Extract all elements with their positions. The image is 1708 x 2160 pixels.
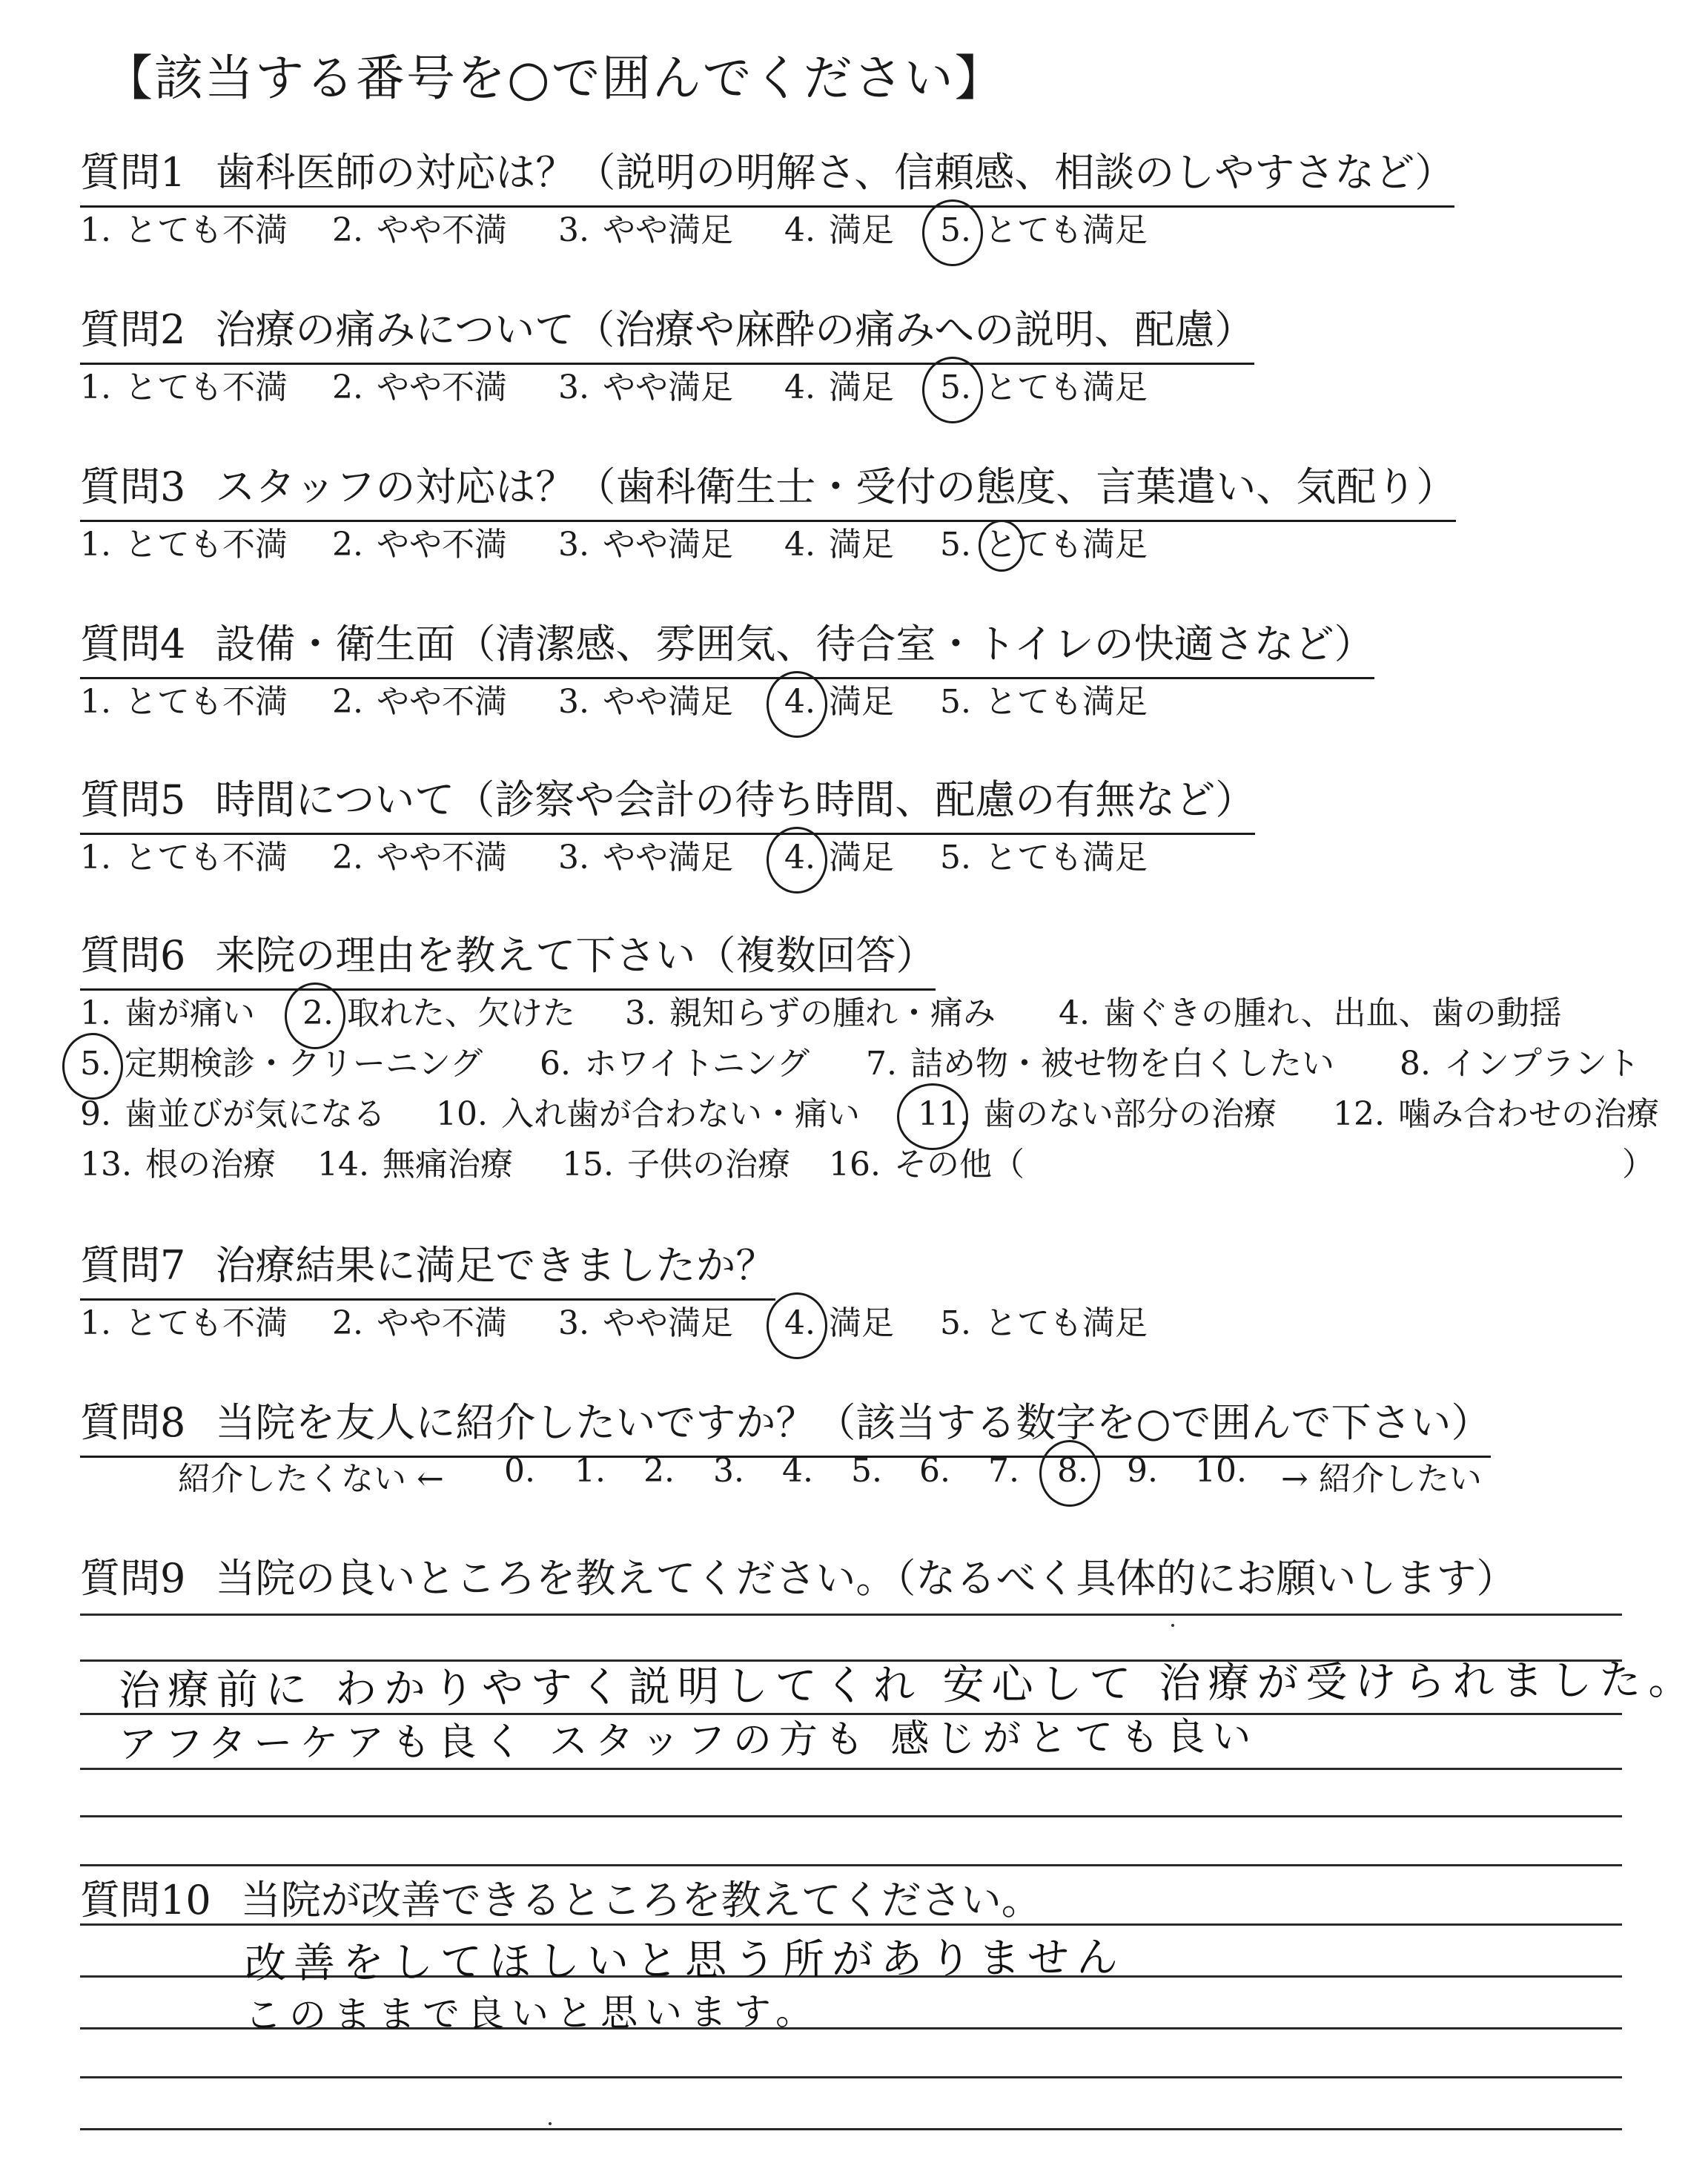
q9-handwritten-answer-line-2: アフターケアも良く スタッフの方も 感じがとても良い <box>118 1714 1259 1767</box>
question-9-number: 質問9 <box>80 1555 186 1602</box>
question-8-title <box>80 1391 1491 1458</box>
q10-handwritten-answer-line-1: 改善をしてほしいと思う所がありません <box>244 1933 1126 1988</box>
q8-scale-5[interactable]: 5. <box>851 1452 882 1490</box>
q8-scale-4[interactable]: 4. <box>782 1452 813 1490</box>
q5-option-5[interactable]: 5. とても満足 <box>940 839 1148 876</box>
q2-option-1[interactable]: 1. とても不満 <box>80 369 288 406</box>
q8-scale-6[interactable]: 6. <box>919 1452 950 1490</box>
q6-option-10[interactable]: 10. 入れ歯が合わない・痛い <box>436 1095 860 1133</box>
answer-line <box>80 1768 1622 1770</box>
q8-right-label: → 紹介したい <box>1281 1460 1482 1498</box>
q3-option-3[interactable]: 3. やや満足 <box>558 526 733 564</box>
q6-option-4[interactable]: 4. 歯ぐきの腫れ、出血、歯の動揺 <box>1059 994 1562 1032</box>
q8-scale-1[interactable]: 1. <box>575 1452 606 1490</box>
question-9-title <box>80 1547 1516 1611</box>
q3-option-5[interactable]: 5. とても満足 <box>940 518 1148 565</box>
q6-option-16[interactable]: 16. その他（ <box>829 1146 1025 1183</box>
q4-option-1[interactable]: 1. とても不満 <box>80 683 288 721</box>
question-5-title <box>80 768 1255 835</box>
q4-option-4[interactable]: 4. 満足 <box>784 675 894 722</box>
page-header: 【該当する番号を○で囲んでください】 <box>104 50 1005 107</box>
question-2-text: 治療の痛みについて（治療や麻酔の痛みへの説明、配慮） <box>215 306 1255 353</box>
q5-option-1[interactable]: 1. とても不満 <box>80 839 288 876</box>
question-3-text: スタッフの対応は？（歯科衛生士・受付の態度、言葉遣い、気配り） <box>215 463 1457 510</box>
q6-option-1[interactable]: 1. 歯が痛い <box>80 994 255 1032</box>
q3-option-2[interactable]: 2. やや不満 <box>332 526 507 564</box>
selection-circle <box>767 1292 827 1359</box>
paper-speck <box>549 2122 552 2125</box>
q6-option-6[interactable]: 6. ホワイトニング <box>540 1045 810 1083</box>
answer-line <box>80 1815 1622 1817</box>
q8-scale-8[interactable]: 8. <box>1057 1452 1088 1490</box>
answer-line <box>80 2076 1622 2078</box>
q6-option-2[interactable]: 2. 取れた、欠けた <box>302 986 575 1034</box>
q2-option-2[interactable]: 2. やや不満 <box>332 369 507 406</box>
answer-line <box>80 1864 1622 1866</box>
answer-line <box>80 1614 1622 1616</box>
question-1-number: 質問1 <box>80 149 186 196</box>
selection-circle <box>922 199 983 266</box>
selection-circle <box>767 827 827 894</box>
q7-option-3[interactable]: 3. やや満足 <box>558 1304 733 1342</box>
question-6-number: 質問6 <box>80 932 186 979</box>
paper-speck <box>1171 1624 1174 1627</box>
q8-scale-7[interactable]: 7. <box>988 1452 1019 1490</box>
question-5-number: 質問5 <box>80 776 186 823</box>
question-7-text: 治療結果に満足できましたか？ <box>215 1242 776 1289</box>
question-9-text: 当院の良いところを教えてください。（なるべく具体的にお願いします） <box>215 1555 1517 1602</box>
question-4-number: 質問4 <box>80 621 186 667</box>
question-10-text: 当院が改善できるところを教えてください。 <box>240 1877 1042 1923</box>
question-4-title <box>80 612 1374 679</box>
question-3-number: 質問3 <box>80 463 186 510</box>
q9-handwritten-answer-line-1: 治療前に わかりやすく説明してくれ 安心して 治療が受けられました。 <box>118 1656 1698 1715</box>
q6-option-15[interactable]: 15. 子供の治療 <box>562 1146 790 1183</box>
q6-option-11[interactable]: 11. 歯のない部分の治療 <box>918 1087 1277 1135</box>
q1-option-5[interactable]: 5. とても満足 <box>940 203 1148 251</box>
q6-option-3[interactable]: 3. 親知らずの腫れ・痛み <box>625 994 996 1032</box>
q1-option-2[interactable]: 2. やや不満 <box>332 211 507 249</box>
q7-option-2[interactable]: 2. やや不満 <box>332 1304 507 1342</box>
q6-option-13[interactable]: 13. 根の治療 <box>80 1146 276 1183</box>
question-1-title <box>80 141 1454 208</box>
q5-option-4[interactable]: 4. 満足 <box>784 830 894 878</box>
q6-option-7[interactable]: 7. 詰め物・被せ物を白くしたい <box>866 1045 1334 1083</box>
q1-option-1[interactable]: 1. とても不満 <box>80 211 288 249</box>
q6-other-close-paren: ） <box>1622 1146 1655 1183</box>
question-7-number: 質問7 <box>80 1242 186 1289</box>
q6-option-8[interactable]: 8. インプラント <box>1400 1045 1640 1083</box>
q2-option-4[interactable]: 4. 満足 <box>784 369 894 406</box>
q4-option-2[interactable]: 2. やや不満 <box>332 683 507 721</box>
question-6-text: 来院の理由を教えて下さい（複数回答） <box>215 932 936 979</box>
q8-scale-10[interactable]: 10. <box>1195 1452 1247 1490</box>
q2-option-5[interactable]: 5. とても満足 <box>940 360 1148 408</box>
question-4-text: 設備・衛生面（清潔感、雰囲気、待合室・トイレの快適さなど） <box>215 621 1374 667</box>
q5-option-3[interactable]: 3. やや満足 <box>558 839 733 876</box>
q4-option-3[interactable]: 3. やや満足 <box>558 683 733 721</box>
q5-option-2[interactable]: 2. やや不満 <box>332 839 507 876</box>
answer-line <box>80 2128 1622 2130</box>
q3-option-4[interactable]: 4. 満足 <box>784 526 894 564</box>
q10-handwritten-answer-line-2: このままで良いと思います。 <box>244 1989 821 2037</box>
question-8-number: 質問8 <box>80 1399 186 1446</box>
q7-option-4[interactable]: 4. 満足 <box>784 1296 894 1344</box>
q8-scale-0[interactable]: 0. <box>504 1452 535 1490</box>
question-2-title <box>80 298 1254 365</box>
q3-option-1[interactable]: 1. とても不満 <box>80 526 288 564</box>
answer-line <box>80 1923 1622 1926</box>
q1-option-3[interactable]: 3. やや満足 <box>558 211 733 249</box>
question-8-text: 当院を友人に紹介したいですか？（該当する数字を○で囲んで下さい） <box>215 1399 1492 1446</box>
question-10-number: 質問10 <box>80 1877 211 1923</box>
q8-left-label: 紹介したくない ← <box>178 1460 444 1498</box>
q2-option-3[interactable]: 3. やや満足 <box>558 369 733 406</box>
selection-circle <box>767 671 827 738</box>
question-7-title <box>80 1234 775 1301</box>
q6-option-12[interactable]: 12. 噛み合わせの治療 <box>1333 1095 1659 1133</box>
q7-option-1[interactable]: 1. とても不満 <box>80 1304 288 1342</box>
question-1-text: 歯科医師の対応は？（説明の明解さ、信頼感、相談のしやすさなど） <box>215 149 1455 196</box>
question-5-text: 時間について（診察や会計の待ち時間、配慮の有無など） <box>215 776 1256 823</box>
q8-scale-2[interactable]: 2. <box>643 1452 675 1490</box>
selection-circle <box>1039 1440 1100 1507</box>
q6-option-14[interactable]: 14. 無痛治療 <box>317 1146 513 1183</box>
q4-option-5[interactable]: 5. とても満足 <box>940 683 1148 721</box>
q1-option-4[interactable]: 4. 満足 <box>784 211 894 249</box>
q8-scale-3[interactable]: 3. <box>713 1452 744 1490</box>
question-6-title <box>80 924 936 991</box>
q6-option-9[interactable]: 9. 歯並びが気になる <box>80 1095 385 1133</box>
question-2-number: 質問2 <box>80 306 186 353</box>
selection-circle <box>979 520 1025 572</box>
question-3-title <box>80 455 1456 522</box>
selection-circle <box>922 357 983 423</box>
q8-scale-9[interactable]: 9. <box>1127 1452 1158 1490</box>
q7-option-5[interactable]: 5. とても満足 <box>940 1304 1148 1342</box>
q6-option-5[interactable]: 5. 定期検診・クリーニング <box>80 1037 483 1084</box>
